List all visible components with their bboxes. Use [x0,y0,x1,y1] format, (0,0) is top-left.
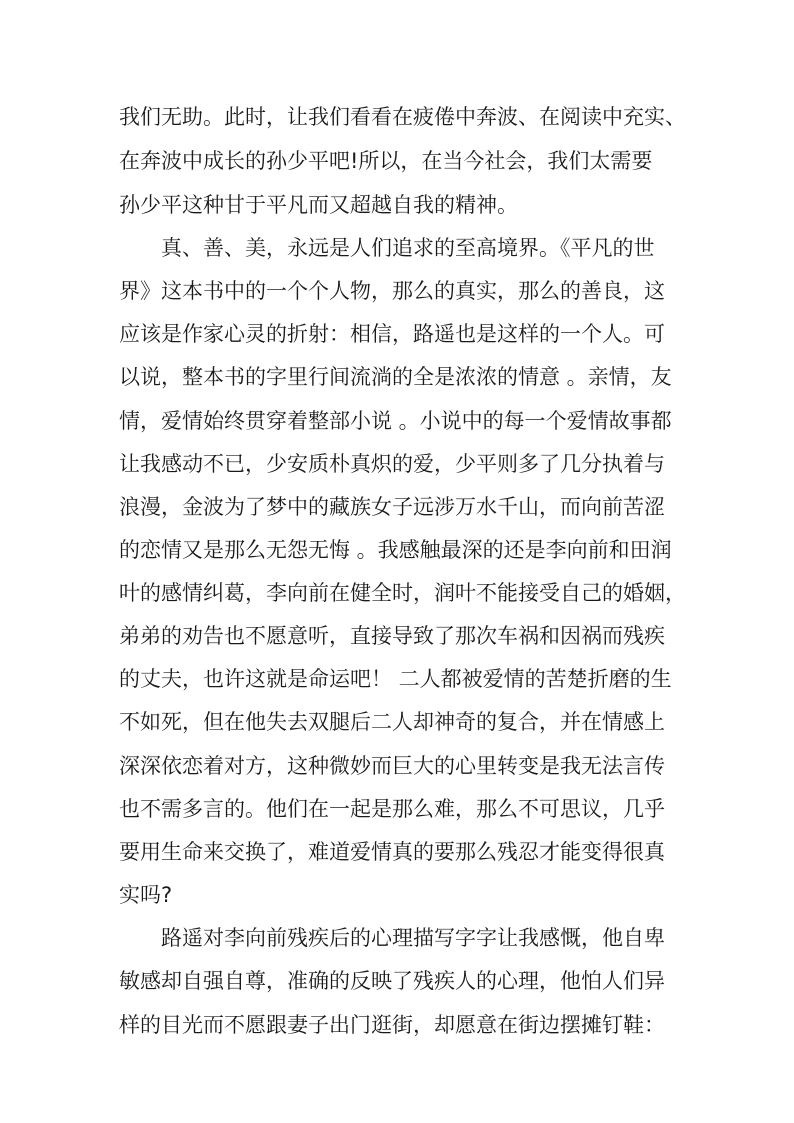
paragraph-start-line: 真、善、美，永远是人们追求的至高境界。《平凡的世 [161,236,655,260]
text-line: 弟弟的劝告也不愿意听，直接导致了那次车祸和因祸而残疾 [119,624,665,648]
text-line: 以说，整本书的字里行间流淌的全是浓浓的情意 。亲情，友 [119,365,672,389]
text-line: 浪漫，金波为了梦中的藏族女子远涉万水千山，而向前苦涩 [119,495,665,519]
text-line: 不如死，但在他失去双腿后二人却神奇的复合，并在情感上 [119,710,665,734]
paragraph-start-line: 路遥对李向前残疾后的心理描写字字让我感慨，他自卑 [161,926,665,950]
text-line: 实吗? [119,883,173,907]
text-line: 叶的感情纠葛，李向前在健全时，润叶不能接受自己的婚姻， [119,581,686,605]
text-line: 在奔波中成长的孙少平吧!所以，在当今社会，我们太需要 [119,149,653,173]
text-line: 情，爱情始终贯穿着整部小说 。小说中的每一个爱情故事都 [119,409,672,433]
text-line: 的丈夫，也许这就是命运吧！ 二人都被爱情的苦楚折磨的生 [119,667,672,691]
text-line: 让我感动不已，少安质朴真炽的爱，少平则多了几分执着与 [119,452,665,476]
text-line: 要用生命来交换了，难道爱情真的要那么残忍才能变得很真 [119,840,665,864]
text-line: 孙少平这种甘于平凡而又超越自我的精神。 [119,193,518,217]
text-line: 深深依恋着对方，这种微妙而巨大的心里转变是我无法言传 [119,754,665,778]
text-line: 我们无助。此时，让我们看看在疲倦中奔波、在阅读中充实、 [119,105,686,129]
text-line: 样的目光而不愿跟妻子出门逛街，却愿意在街边摆摊钉鞋： [119,1013,665,1037]
text-line: 应该是作家心灵的折射：相信，路遥也是这样的一个人。可 [119,322,665,346]
text-line: 敏感却自强自尊，准确的反映了残疾人的心理，他怕人们异 [119,969,665,993]
text-line: 界》这本书中的一个个人物，那么的真实，那么的善良，这 [119,279,665,303]
text-line: 也不需多言的。他们在一起是那么难，那么不可思议，几乎 [119,797,665,821]
text-line: 的恋情又是那么无怨无悔 。我感触最深的还是李向前和田润 [119,538,672,562]
